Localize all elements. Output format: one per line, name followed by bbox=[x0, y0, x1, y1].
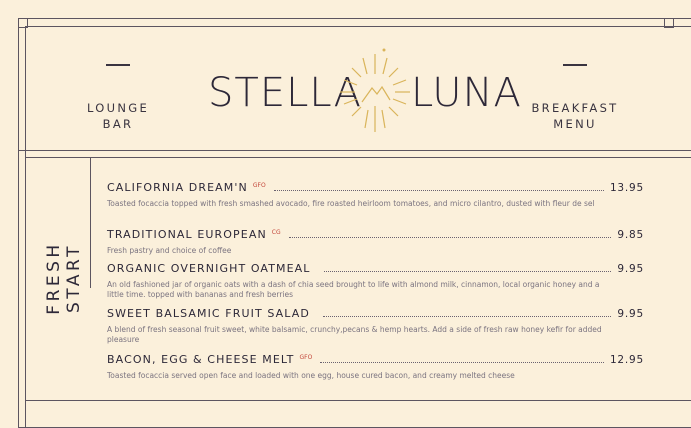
item-description: Fresh pastry and choice of coffee bbox=[107, 246, 232, 255]
item-price: 12.95 bbox=[609, 354, 644, 366]
item-description: Toasted focaccia topped with fresh smashed avocado, fire roasted heirloom tomatoes, and micro cilantro, dusted with fleur de sel bbox=[107, 199, 595, 208]
breakfast-label: BREAKFAST bbox=[531, 101, 619, 115]
item-price: 9.95 bbox=[617, 263, 644, 275]
logo-luna: LUNA bbox=[411, 70, 522, 116]
corner-ornament-right bbox=[664, 18, 674, 28]
lounge-label: LOUNGE bbox=[86, 101, 150, 115]
leader-dots bbox=[289, 237, 612, 238]
right-dash bbox=[563, 64, 587, 66]
item-description: A blend of fresh seasonal fruit sweet, white balsamic, crunchy,pecans & hemp hearts. Add a side of fresh raw honey kefir for added pleasure bbox=[107, 325, 602, 344]
header-divider-bottom bbox=[25, 157, 691, 158]
section-title: FRESH START bbox=[44, 241, 84, 315]
menu-item bbox=[107, 228, 644, 256]
item-tag: GFO bbox=[252, 182, 266, 189]
leader-dots bbox=[320, 362, 604, 363]
logo-stella: STELLA bbox=[208, 70, 362, 116]
bar-label: BAR bbox=[102, 117, 134, 131]
leader-dots bbox=[323, 316, 611, 317]
item-price: 9.95 bbox=[617, 308, 644, 320]
item-name: ORGANIC OVERNIGHT OATMEAL bbox=[107, 262, 311, 275]
sun-moon-logo-icon bbox=[330, 44, 420, 136]
item-description: Toasted focaccia served open face and loaded with one egg, house cured bacon, and creamy melted cheese bbox=[107, 371, 515, 380]
item-price: 9.85 bbox=[617, 229, 644, 241]
lounge-bar-label bbox=[53, 100, 183, 132]
footer-divider bbox=[25, 400, 691, 401]
item-description: An old fashioned jar of organic oats with a dash of chia seed brought to life with almond milk, cinnamon, local organic honey and a little time. topped with bananas and fresh berries bbox=[107, 280, 600, 299]
section-divider bbox=[90, 158, 91, 288]
item-name: CALIFORNIA DREAM'N bbox=[107, 181, 248, 194]
item-name: TRADITIONAL EUROPEAN bbox=[107, 228, 267, 241]
item-tag: CG bbox=[271, 229, 281, 236]
menu-item bbox=[107, 181, 644, 209]
menu-item bbox=[107, 262, 644, 300]
item-name: SWEET BALSAMIC FRUIT SALAD bbox=[107, 307, 310, 320]
menu-label: MENU bbox=[553, 117, 597, 131]
item-name: BACON, EGG & CHEESE MELT bbox=[107, 353, 295, 366]
breakfast-menu-label bbox=[510, 100, 640, 132]
left-dash bbox=[106, 64, 130, 66]
leader-dots bbox=[274, 190, 604, 191]
corner-ornament-left bbox=[18, 18, 28, 28]
item-price: 13.95 bbox=[609, 182, 644, 194]
menu-item bbox=[107, 307, 644, 345]
leader-dots bbox=[324, 271, 612, 272]
item-tag: GFO bbox=[299, 354, 313, 361]
header-divider-top bbox=[18, 150, 691, 151]
menu-item bbox=[107, 353, 644, 381]
